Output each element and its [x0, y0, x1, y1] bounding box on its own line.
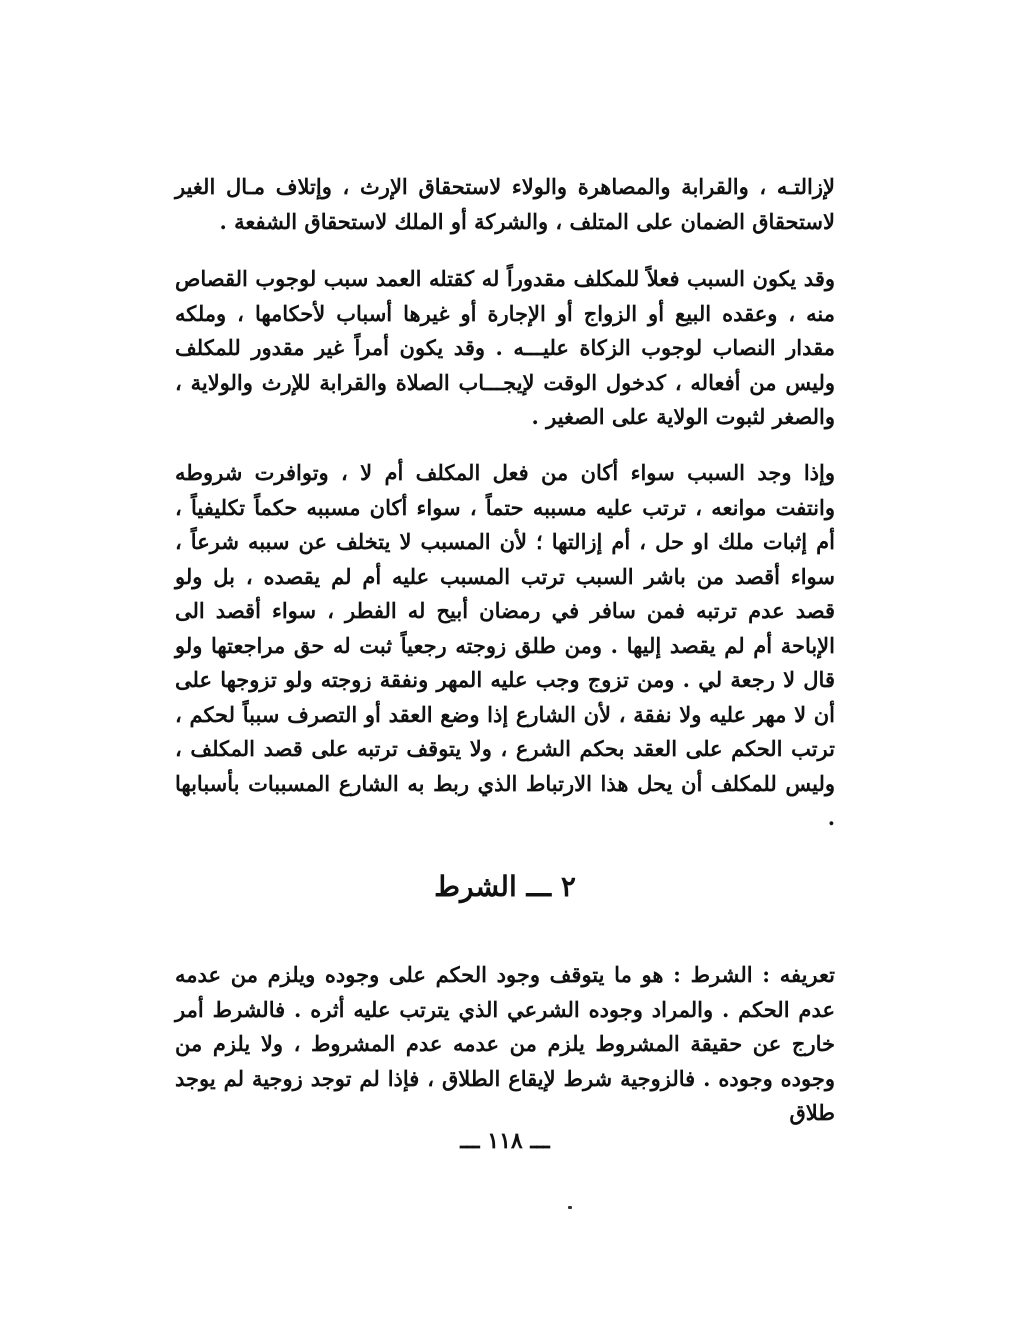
paragraph-1: لإزالتـه ، والقرابة والمصاهرة والولاء لاستحقاق الإرث ، وإتلاف مـال الغير لاستحقاق الضمان على المتلف ، والشركة أو الملك لاستحقاق الشفعة .	[175, 174, 835, 234]
paragraph-3: وإذا وجد السبب سواء أكان من فعل المكلف أم لا ، وتوافرت شروطه وانتفت موانعه ، ترتب عليه مسببه حتماً ، سواء أكان مسببه حكماً تكليفياً ، أم إثبات ملك او حل ، أم إزالتها ؛ لأن المسبب لا يتخلف عن سببه شرعاً ، سواء أقصد من باشر السبب ترتب المسبب عليه أم لم يقصده ، بل ولو قصد عدم ترتبه فمن سافر في رمضان أبيح له الفطر ، سواء أقصد الى الإباحة أم لم يقصد إليها . ومن طلق زوجته رجعياً ثبت له حق مراجعتها ولو قال لا رجعة لي . ومن تزوج وجب عليه المهر ونفقة زوجته ولو تزوجها على أن لا مهر عليه ولا نفقة ، لأن الشارع إذا وضع العقد أو التصرف سبباً لحكم ، ترتب الحكم على العقد بحكم الشرع ، ولا يتوقف ترتبه على قصد المكلف ، وليس للمكلف أن يحل هذا الارتباط الذي ربط به الشارع المسببات بأسبابها .	[175, 460, 835, 830]
scan-speck	[568, 1206, 572, 1209]
section-heading: ٢ ـــ الشرط	[434, 870, 576, 903]
paragraph-2: وقد يكون السبب فعلاً للمكلف مقدوراً له كقتله العمد سبب لوجوب القصاص منه ، وعقده البيع أو الزواج أو الإجارة أو غيرها أسباب لأحكامها ، وملكه مقدار النصاب لوجوب الزكاة عليـــه . وقد يكون أمراً غير مقدور للمكلف وليس من أفعاله ، كدخول الوقت لإيجـــاب الصلاة والقرابة للإرث والولاية ، والصغر لثبوت الولاية على الصغير .	[175, 266, 835, 429]
page-number: ـــ ١١٨ ـــ	[460, 1128, 550, 1154]
section-paragraph: تعريفه : الشرط : هو ما يتوقف وجود الحكم على وجوده ويلزم من عدمه عدم الحكم . والمراد وجوده الشرعي الذي يترتب عليه أثره . فالشرط أمر خارج عن حقيقة المشروط يلزم من عدمه عدم المشروط ، ولا يلزم من وجوده وجوده . فالزوجية شرط لإيقاع الطلاق ، فإذا لم توجد زوجية لم يوجد طلاق	[175, 962, 835, 1125]
